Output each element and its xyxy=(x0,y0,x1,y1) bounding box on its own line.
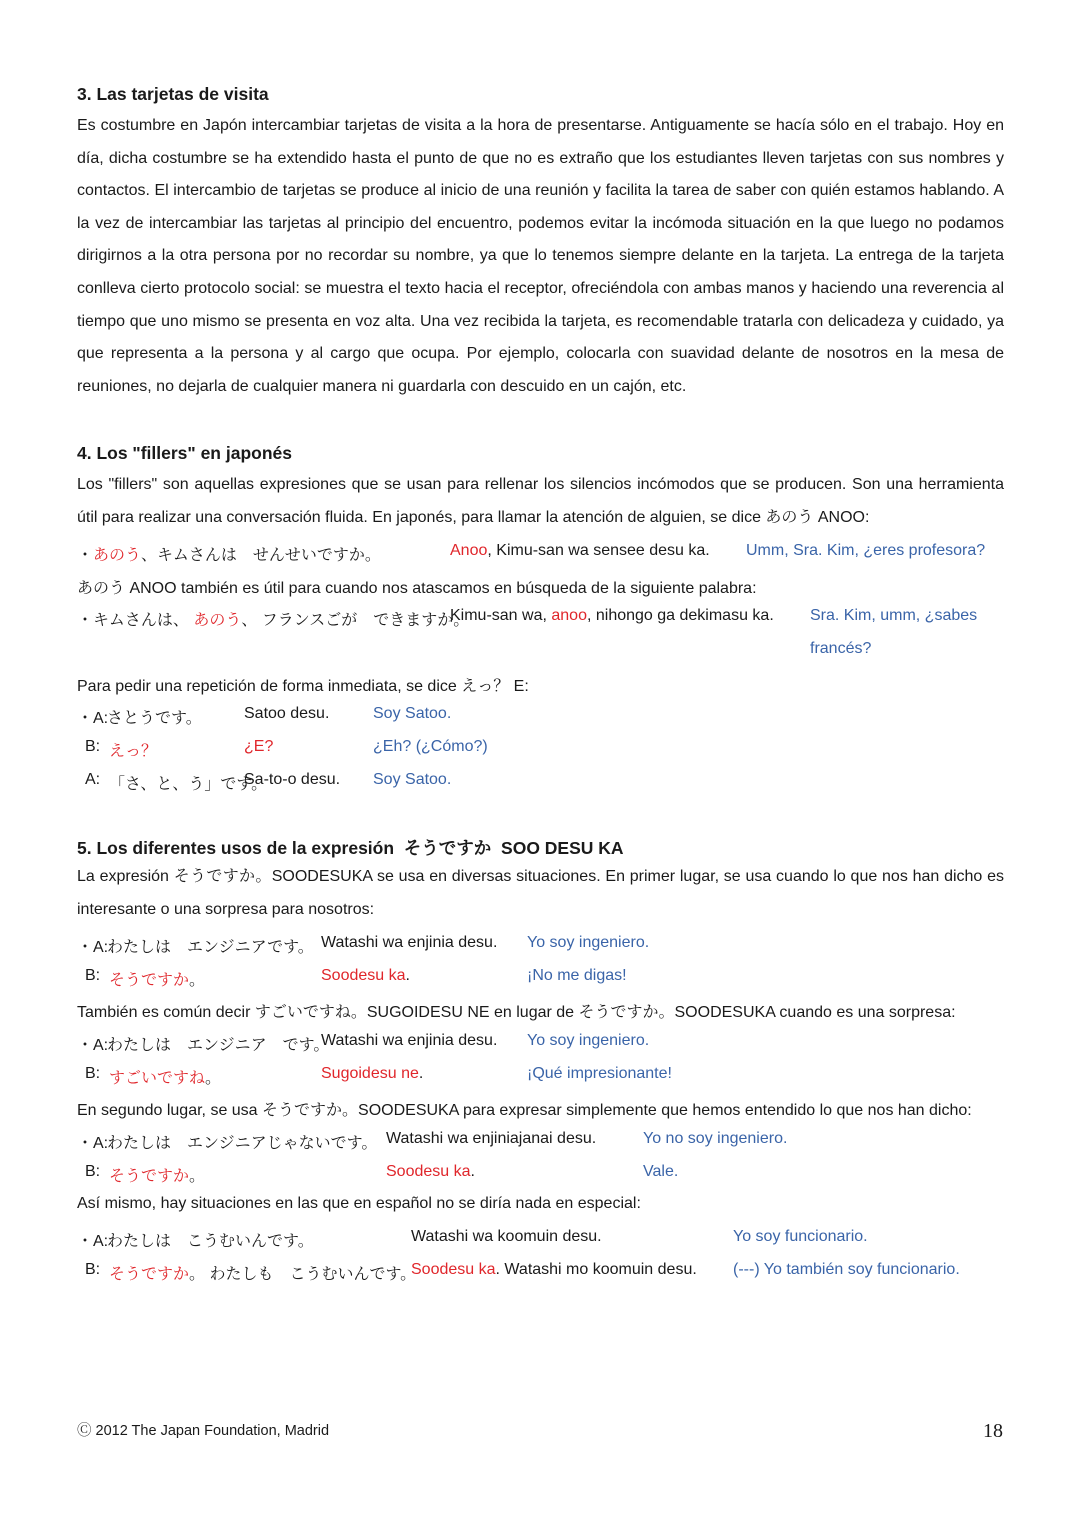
section-5-text-3: En segundo lugar, se usa そうですか。SOODESUKA para expresar simplemente que hemos entendido lo que nos han dicho: xyxy=(77,1102,972,1119)
dialog-line xyxy=(77,738,1004,770)
section-3-title: 3. Las tarjetas de visita xyxy=(77,84,269,104)
spanish-translation: Yo soy ingeniero. xyxy=(527,1032,650,1049)
speaker: B: xyxy=(85,738,101,755)
romaji-text: Watashi wa koomuin desu. xyxy=(411,1228,602,1245)
dialog-line xyxy=(77,1130,1004,1162)
dialog-line: B: そうですか。 Soodesu ka. ¡No me digas! xyxy=(85,967,627,989)
section-4-intro: Los "fillers" son aquellas expresiones que se usan para rellenar los silencios incómodos que se producen. Son una herramienta útil para realizar una conversación fluida. En japonés, para llamar la atención de alguien, se dice あのう ANOO: xyxy=(77,476,1004,526)
japanese-highlight: あのう xyxy=(193,612,242,629)
romaji-text: Watashi wa enjiniajanai desu. xyxy=(386,1130,597,1147)
dialog-line xyxy=(77,1032,1004,1064)
romaji-text: , Kimu-san wa sensee desu ka. xyxy=(487,542,710,559)
speaker: ・A: xyxy=(77,710,109,727)
speaker: A: xyxy=(85,771,101,788)
romaji-text: Satoo desu. xyxy=(244,705,330,722)
japanese-text: 、キムさんは せんせいですか。 xyxy=(141,547,381,564)
spanish-translation: Vale. xyxy=(643,1163,679,1180)
section-4-repetition: Para pedir una repetición de forma inmediata, se dice えっ？ E: xyxy=(77,678,529,695)
title-japanese: そうですか xyxy=(403,838,492,858)
japanese-text: わたしは エンジニアです。 xyxy=(107,939,314,956)
bullet: ・ xyxy=(77,612,94,629)
spanish-translation: ¿Eh? (¿Cómo?) xyxy=(373,738,488,755)
speaker: ・A: xyxy=(77,1135,109,1152)
speaker: B: xyxy=(85,1261,101,1278)
section-4-title: 4. Los "fillers" en japonés xyxy=(77,443,292,463)
japanese-text: 「さ、と、う」です。 xyxy=(109,776,268,793)
japanese-highlight: そうですか xyxy=(109,1168,190,1185)
speaker: B: xyxy=(85,1065,101,1082)
example-anoo-2 xyxy=(77,607,1004,639)
title-romaji: SOO DESU KA xyxy=(501,838,624,858)
romaji-highlight: Soodesu ka xyxy=(386,1163,471,1180)
romaji-highlight: Anoo xyxy=(450,542,488,559)
section-5-title: 5. Los diferentes usos de la expresión そうですか SOO DESU KA xyxy=(77,838,624,858)
footer-copyright: Ⓒ 2012 The Japan Foundation, Madrid xyxy=(77,1423,330,1439)
bullet: ・ xyxy=(77,547,94,564)
romaji-highlight: Soodesu ka xyxy=(321,967,406,984)
spanish-translation: Sra. Kim, umm, ¿sabes xyxy=(810,607,978,624)
page-number: 18 xyxy=(983,1420,1003,1442)
spanish-translation: Soy Satoo. xyxy=(373,771,452,788)
romaji-highlight: anoo xyxy=(551,607,587,624)
section-3-body: Es costumbre en Japón intercambiar tarjetas de visita a la hora de presentarse. Antiguamente se hacía sólo en el trabajo. Hoy en día, dicha costumbre se ha extendido hasta el punto de que no es extraño que los estudiantes lleven tarjetas con sus nombres y contactos. El intercambio de tarjetas se produce al inicio de una reunión y facilita la tarea de saber con quién estamos hablando. A la vez de intercambiar las tarjetas al principio del encuentro, podemos evitar la incómoda situación en la que luego no podamos dirigirnos a la otra persona por no recordar su nombre, ya que lo tenemos siempre delante en la tarjeta. La entrega de la tarjeta conlleva cierto protocolo social: se muestra el texto hacia el receptor, ofreciéndola con ambas manos y haciendo una reverencia al tiempo que uno mismo se presenta en voz alta. Una vez recibida la tarjeta, es recomendable tratarla con delicadeza y cuidado, ya que representa a la persona y al cargo que ocupa. Por ejemplo, colocarla con suavidad delante de nosotros en la mesa de reuniones, no dejarla de cualquier manera ni guardarla con descuido en un cajón, etc. xyxy=(77,117,1004,395)
dialog-line xyxy=(77,771,1004,803)
romaji-text: , nihongo ga dekimasu ka. xyxy=(586,607,774,624)
spanish-translation: Soy Satoo. xyxy=(373,705,452,722)
spanish-translation: Umm, Sra. Kim, ¿eres profesora? xyxy=(746,542,986,559)
romaji-text: Kimu-san wa, xyxy=(450,607,552,624)
dialog-line: B: すごいですね。 Sugoidesu ne. ¡Qué impresionante! xyxy=(85,1065,672,1087)
dialog-line xyxy=(77,934,1004,966)
speaker: B: xyxy=(85,1163,101,1180)
speaker: ・A: xyxy=(77,1233,109,1250)
romaji-text: Sa-to-o desu. xyxy=(244,771,341,788)
japanese-highlight: あのう xyxy=(93,547,142,564)
japanese-highlight: そうですか xyxy=(109,1266,190,1283)
japanese-text: わたしは エンジニアじゃないです。 xyxy=(107,1135,378,1152)
japanese-highlight: そうですか xyxy=(109,972,190,989)
japanese-highlight: えっ？ xyxy=(109,743,158,760)
dialog-line xyxy=(77,705,1004,737)
japanese-text: 、 フランスごが できますか。 xyxy=(241,612,470,629)
spanish-translation: ¡No me digas! xyxy=(527,967,627,984)
speaker: ・A: xyxy=(77,1037,109,1054)
spanish-translation: Yo no soy ingeniero. xyxy=(643,1130,788,1147)
japanese-text: キムさんは、 xyxy=(93,612,189,629)
spanish-translation-cont: francés? xyxy=(810,640,872,657)
spanish-translation: Yo soy funcionario. xyxy=(733,1228,868,1245)
romaji-highlight: ¿E? xyxy=(244,738,274,755)
dialog-line: B: そうですか。 Soodesu ka. Vale. xyxy=(85,1163,679,1185)
romaji-highlight: Soodesu ka xyxy=(411,1261,496,1278)
japanese-text: わたしは こうむいんです。 xyxy=(107,1233,314,1250)
dialog-line: B: そうですか。 わたしも こうむいんです。 Soodesu ka. Watashi mo koomuin desu. (---) Yo también soy funcionario. xyxy=(85,1261,960,1283)
spanish-translation: ¡Qué impresionante! xyxy=(527,1065,672,1082)
speaker: B: xyxy=(85,967,101,984)
section-5-text-4: Así mismo, hay situaciones en las que en español no se diría nada en especial: xyxy=(77,1195,641,1212)
japanese-highlight: すごいですね xyxy=(109,1070,206,1087)
section-4-mid: あのう ANOO también es útil para cuando nos atascamos en búsqueda de la siguiente palabra: xyxy=(77,580,757,597)
dialog-line xyxy=(77,1228,1004,1260)
speaker: ・A: xyxy=(77,939,109,956)
romaji-text: Watashi wa enjinia desu. xyxy=(321,934,498,951)
spanish-translation: (---) Yo también soy funcionario. xyxy=(733,1261,960,1278)
example-anoo-1 xyxy=(77,542,1004,574)
section-5-intro: La expresión そうですか。SOODESUKA se usa en diversas situaciones. En primer lugar, se usa cuando lo que nos han dicho es interesante o una sorpresa para nosotros: xyxy=(77,868,1004,918)
romaji-highlight: Sugoidesu ne xyxy=(321,1065,419,1082)
japanese-text: さとうです。 xyxy=(107,710,202,727)
japanese-text: わたしは エンジニア です。 xyxy=(107,1037,330,1054)
spanish-translation: Yo soy ingeniero. xyxy=(527,934,650,951)
romaji-text: Watashi wa enjinia desu. xyxy=(321,1032,498,1049)
section-5-text-2: También es común decir すごいですね。SUGOIDESU NE en lugar de そうですか。SOODESUKA cuando es una sorpresa: xyxy=(77,1004,956,1021)
